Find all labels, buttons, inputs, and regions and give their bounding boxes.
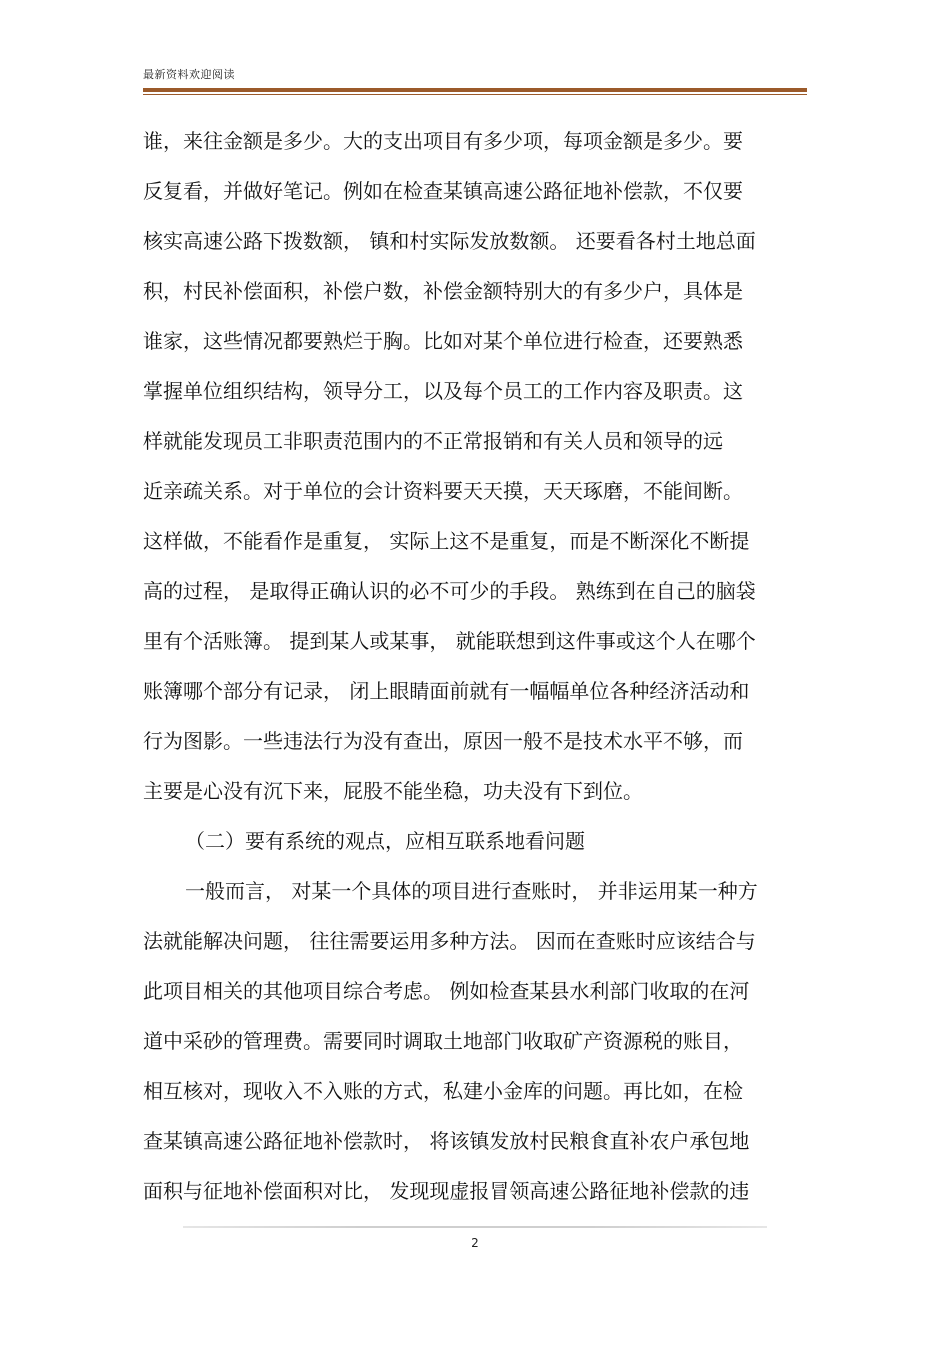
page-number: 2 — [471, 1236, 479, 1250]
text-line: 法就能解决问题， 往往需要运用多种方法。 因而在查账时应该结合与 — [143, 929, 756, 953]
text-line: 查某镇高速公路征地补偿款时， 将该镇发放村民粮食直补农户承包地 — [143, 1129, 750, 1153]
section-heading: （二）要有系统的观点，应相互联系地看问题 — [185, 829, 585, 853]
text-line: 主要是心没有沉下来，屁股不能坐稳，功夫没有下到位。 — [143, 779, 643, 803]
header-rule — [143, 88, 807, 92]
header-rule-thin — [143, 94, 807, 95]
text-line: 一般而言， 对某一个具体的项目进行查账时， 并非运用某一种方 — [185, 879, 758, 903]
text-line: 积，村民补偿面积，补偿户数，补偿金额特别大的有多少户，具体是 — [143, 279, 743, 303]
text-line: 核实高速公路下拨数额， 镇和村实际发放数额。 还要看各村土地总面 — [143, 229, 756, 253]
text-line: 谁家，这些情况都要熟烂于胸。比如对某个单位进行检查，还要熟悉 — [143, 329, 743, 353]
text-line: 反复看，并做好笔记。例如在检查某镇高速公路征地补偿款，不仅要 — [143, 179, 743, 203]
text-line: 高的过程， 是取得正确认识的必不可少的手段。 熟练到在自己的脑袋 — [143, 579, 756, 603]
text-line: 道中采砂的管理费。需要同时调取土地部门收取矿产资源税的账目， — [143, 1029, 743, 1053]
text-line: 相互核对，现收入不入账的方式，私建小金库的问题。再比如，在检 — [143, 1079, 743, 1103]
text-line: 面积与征地补偿面积对比， 发现现虚报冒领高速公路征地补偿款的违 — [143, 1179, 750, 1203]
text-line: 谁，来往金额是多少。大的支出项目有多少项，每项金额是多少。要 — [143, 129, 743, 153]
text-line: 这样做，不能看作是重复， 实际上这不是重复，而是不断深化不断提 — [143, 529, 750, 553]
text-line: 此项目相关的其他项目综合考虑。 例如检查某县水利部门收取的在河 — [143, 979, 750, 1003]
text-line: 账簿哪个部分有记录， 闭上眼睛面前就有一幅幅单位各种经济活动和 — [143, 679, 750, 703]
page-header: 最新资料欢迎阅读 — [143, 68, 235, 81]
footer-rule — [183, 1226, 767, 1228]
body-text — [143, 124, 793, 1224]
text-line: 近亲疏关系。对于单位的会计资料要天天摸，天天琢磨，不能间断。 — [143, 479, 743, 503]
text-line: 样就能发现员工非职责范围内的不正常报销和有关人员和领导的远 — [143, 429, 723, 453]
text-line: 掌握单位组织结构，领导分工，以及每个员工的工作内容及职责。这 — [143, 379, 743, 403]
text-line: 里有个活账簿。 提到某人或某事， 就能联想到这件事或这个人在哪个 — [143, 629, 756, 653]
text-line: 行为图影。一些违法行为没有查出，原因一般不是技术水平不够，而 — [143, 729, 743, 753]
